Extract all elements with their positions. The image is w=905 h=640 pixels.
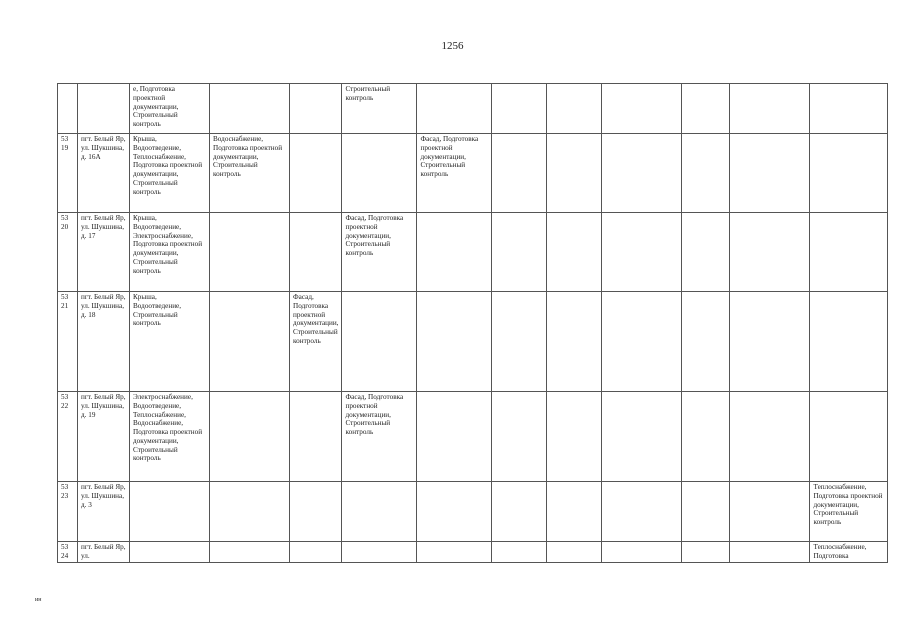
work-type-cell	[602, 134, 682, 213]
page-number: 1256	[441, 40, 464, 52]
address-cell	[78, 84, 130, 134]
work-type-cell: Теплоснабжение, Подготовка	[810, 542, 888, 563]
work-type-cell: Крыша, Водоотведение, Строительный контроль	[130, 292, 210, 392]
work-type-cell	[730, 482, 810, 542]
work-type-cell	[130, 542, 210, 563]
work-type-cell	[602, 482, 682, 542]
work-type-cell	[210, 213, 290, 292]
work-type-cell	[730, 542, 810, 563]
row-number-cell: 53 20	[58, 213, 78, 292]
work-type-cell	[602, 392, 682, 482]
work-type-cell	[547, 392, 602, 482]
work-type-cell: е, Подготовка проектной документации, Строительный контроль	[130, 84, 210, 134]
work-type-cell	[682, 482, 730, 542]
table-row	[58, 213, 888, 292]
work-type-cell	[810, 134, 888, 213]
work-type-cell	[417, 542, 492, 563]
work-type-cell: Крыша, Водоотведение, Теплоснабжение, Подготовка проектной документации, Строительный контроль	[130, 134, 210, 213]
work-type-cell	[810, 392, 888, 482]
table-row	[58, 134, 888, 213]
work-type-cell	[290, 84, 342, 134]
work-type-cell	[210, 542, 290, 563]
work-type-cell	[730, 84, 810, 134]
row-number-cell: 53 24	[58, 542, 78, 563]
work-type-cell	[810, 292, 888, 392]
work-type-cell	[810, 213, 888, 292]
work-type-cell	[492, 292, 547, 392]
address-cell: пгт. Белый Яр, ул. Шукшина, д. 18	[78, 292, 130, 392]
work-type-cell	[730, 392, 810, 482]
address-cell: пгт. Белый Яр, ул.	[78, 542, 130, 563]
table-row	[58, 292, 888, 392]
address-cell: пгт. Белый Яр, ул. Шукшина, д. 19	[78, 392, 130, 482]
work-type-cell	[342, 482, 417, 542]
work-type-cell	[602, 542, 682, 563]
work-type-cell: Электроснабжение, Водоотведение, Теплоснабжение, Водоснабжение, Подготовка проектной документации, Строительный контроль	[130, 392, 210, 482]
work-type-cell	[342, 542, 417, 563]
work-type-cell	[682, 84, 730, 134]
work-type-cell	[417, 482, 492, 542]
row-number-cell: 53 23	[58, 482, 78, 542]
repair-schedule-table	[57, 83, 888, 563]
row-number-cell: 53 22	[58, 392, 78, 482]
work-type-cell	[492, 482, 547, 542]
work-type-cell	[342, 134, 417, 213]
work-type-cell	[210, 392, 290, 482]
footer-mark: ин	[35, 597, 42, 603]
table-row	[58, 84, 888, 134]
work-type-cell	[682, 292, 730, 392]
work-type-cell	[547, 542, 602, 563]
work-type-cell: Фасад, Подготовка проектной документации, Строительный контроль	[342, 392, 417, 482]
work-type-cell	[417, 292, 492, 392]
address-cell: пгт. Белый Яр, ул. Шукшина, д. 17	[78, 213, 130, 292]
work-type-cell	[492, 84, 547, 134]
work-type-cell	[730, 213, 810, 292]
work-type-cell	[547, 292, 602, 392]
work-type-cell	[682, 392, 730, 482]
work-type-cell	[130, 482, 210, 542]
work-type-cell	[602, 292, 682, 392]
work-type-cell	[810, 84, 888, 134]
work-type-cell	[210, 292, 290, 392]
work-type-cell	[547, 134, 602, 213]
work-type-cell	[290, 482, 342, 542]
work-type-cell	[730, 134, 810, 213]
work-type-cell	[492, 392, 547, 482]
work-type-cell	[547, 482, 602, 542]
work-type-cell	[602, 213, 682, 292]
work-type-cell	[492, 134, 547, 213]
work-type-cell	[417, 392, 492, 482]
work-type-cell	[290, 134, 342, 213]
work-type-cell	[730, 292, 810, 392]
work-type-cell	[547, 84, 602, 134]
work-type-cell	[210, 84, 290, 134]
work-type-cell	[682, 542, 730, 563]
table-row	[58, 392, 888, 482]
work-type-cell	[547, 213, 602, 292]
work-type-cell: Водоснабжение, Подготовка проектной документации, Строительный контроль	[210, 134, 290, 213]
table-body	[58, 84, 888, 563]
work-type-cell	[417, 213, 492, 292]
address-cell: пгт. Белый Яр, ул. Шукшина, д. 3	[78, 482, 130, 542]
work-type-cell: Фасад, Подготовка проектной документации, Строительный контроль	[417, 134, 492, 213]
work-type-cell: Крыша, Водоотведение, Электроснабжение, Подготовка проектной документации, Строительный контроль	[130, 213, 210, 292]
work-type-cell	[602, 84, 682, 134]
work-type-cell	[290, 392, 342, 482]
work-type-cell	[290, 542, 342, 563]
table-row	[58, 482, 888, 542]
work-type-cell	[417, 84, 492, 134]
address-cell: пгт. Белый Яр, ул. Шукшина, д. 16А	[78, 134, 130, 213]
work-type-cell	[210, 482, 290, 542]
row-number-cell	[58, 84, 78, 134]
work-type-cell: Фасад, Подготовка проектной документации, Строительный контроль	[290, 292, 342, 392]
work-type-cell: Фасад, Подготовка проектной документации, Строительный контроль	[342, 213, 417, 292]
work-type-cell	[682, 134, 730, 213]
work-type-cell: Теплоснабжение, Подготовка проектной документации, Строительный контроль	[810, 482, 888, 542]
work-type-cell	[342, 292, 417, 392]
row-number-cell: 53 21	[58, 292, 78, 392]
work-type-cell	[290, 213, 342, 292]
row-number-cell: 53 19	[58, 134, 78, 213]
work-type-cell	[492, 542, 547, 563]
work-type-cell: Строительный контроль	[342, 84, 417, 134]
table-row	[58, 542, 888, 563]
work-type-cell	[492, 213, 547, 292]
work-type-cell	[682, 213, 730, 292]
